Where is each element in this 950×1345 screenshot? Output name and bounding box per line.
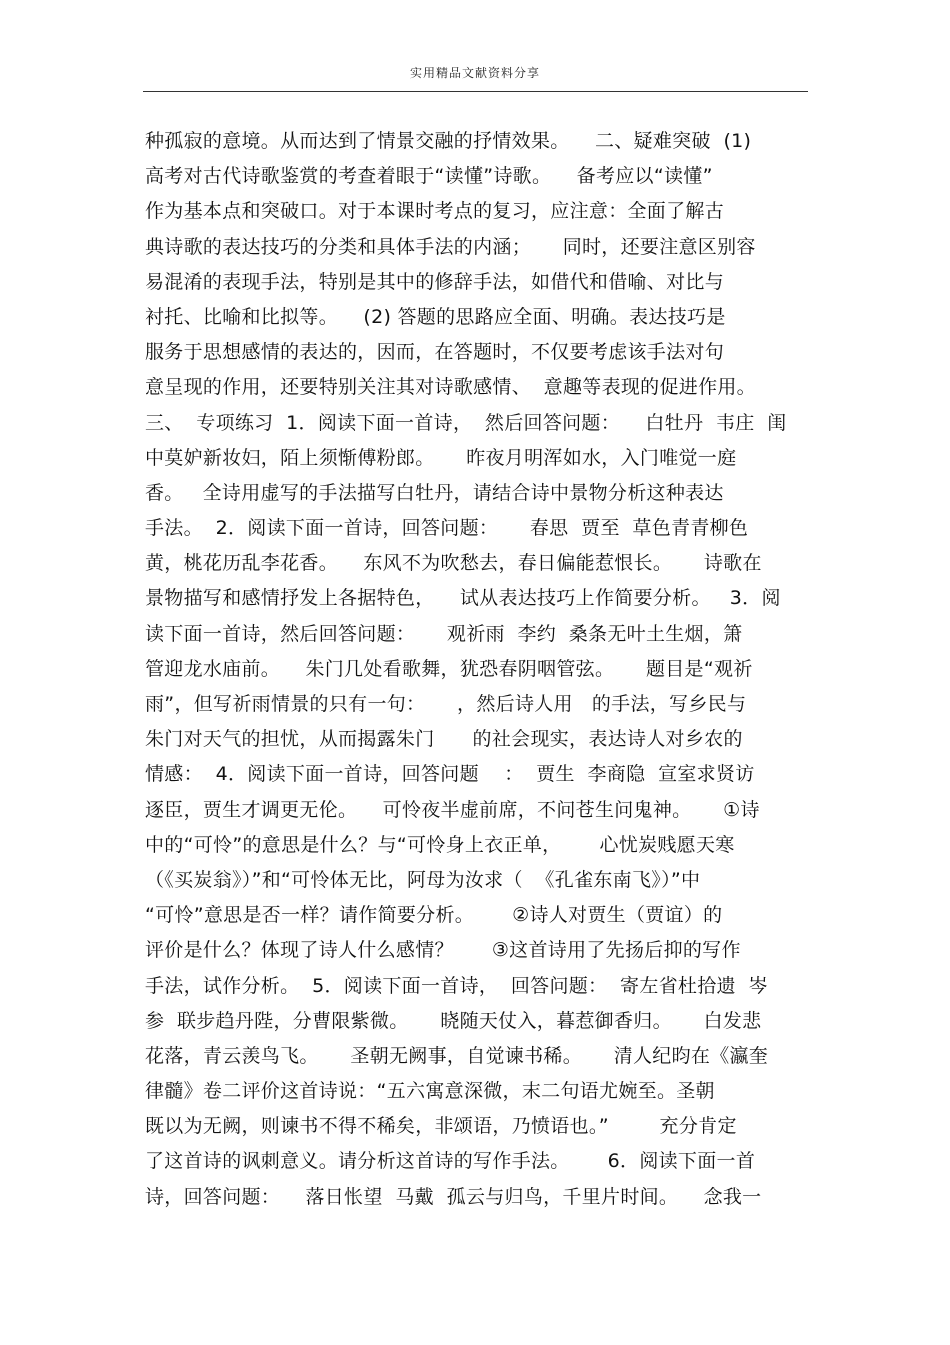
text-line: （《买炭翁》）”和“可怜体无比，阿母为汝求（ 《孔雀东南飞》）”中 bbox=[145, 868, 701, 891]
text-line: 手法，试作分析。 5．阅读下面一首诗， 回答问题： 寄左省杜拾遗 岑 bbox=[145, 974, 768, 997]
text-line: 参 联步趋丹陛，分曹限紫微。 晓随天仗入，暮惹御香归。 白发悲 bbox=[145, 1009, 762, 1032]
text-line: 三、 专项练习 1．阅读下面一首诗， 然后回答问题： 白牡丹 韦庄 闺 bbox=[145, 411, 787, 434]
text-line: 朱门对天气的担忧，从而揭露朱门 的社会现实，表达诗人对乡农的 bbox=[145, 728, 743, 751]
text-line: 衬托、比喻和比拟等。 (2) 答题的思路应全面、明确。表达技巧是 bbox=[145, 305, 726, 328]
text-line: 律髓》卷二评价这首诗说：“五六寓意深微，末二句语尤婉至。圣朝 bbox=[145, 1080, 715, 1103]
text-line: 服务于思想感情的表达的，因而，在答题时，不仅要考虑该手法对句 bbox=[145, 341, 725, 364]
text-line: 雨”，但写祈雨情景的只有一句： ，然后诗人用 的手法，写乡民与 bbox=[145, 693, 747, 715]
text-line: 中的“可怜”的意思是什么？与“可怜身上衣正单， 心忧炭贱愿天寒 bbox=[145, 833, 735, 856]
text-line: 黄，桃花历乱李花香。 东风不为吹愁去，春日偏能惹恨长。 诗歌在 bbox=[145, 552, 762, 575]
text-line: 读下面一首诗，然后回答问题： 观祈雨 李约 桑条无叶土生烟，箫 bbox=[145, 622, 743, 645]
text-line: 意呈现的作用，还要特别关注其对诗歌感情、 意趣等表现的促进作用。 bbox=[145, 376, 756, 399]
text-line: “可怜”意思是否一样？请作简要分析。 ②诗人对贾生（贾谊）的 bbox=[145, 904, 723, 927]
text-line: 易混淆的表现手法，特别是其中的修辞手法，如借代和借喻、对比与 bbox=[145, 270, 725, 293]
text-line: 了这首诗的讽刺意义。请分析这首诗的写作手法。 6．阅读下面一首 bbox=[145, 1150, 756, 1173]
document-body bbox=[145, 124, 815, 1215]
text-line: 逐臣，贾生才调更无伦。 可怜夜半虚前席，不问苍生问鬼神。 ①诗 bbox=[145, 798, 760, 821]
text-line: 管迎龙水庙前。 朱门几处看歌舞，犹恐春阴咽管弦。 题目是“观祈 bbox=[145, 657, 753, 680]
text-line: 诗，回答问题： 落日怅望 马戴 孤云与归鸟，千里片时间。 念我一 bbox=[145, 1185, 762, 1208]
text-line: 手法。 2．阅读下面一首诗，回答问题： 春思 贾至 草色青青柳色 bbox=[145, 517, 749, 540]
text-line: 既以为无阙，则谏书不得不稀矣，非颂语，乃愤语也。” 充分肯定 bbox=[145, 1115, 737, 1138]
text-line: 景物描写和感情抒发上各据特色， 试从表达技巧上作简要分析。 3．阅 bbox=[145, 587, 781, 610]
text-line: 种孤寂的意境。从而达到了情景交融的抒情效果。 二、疑难突破 (1) bbox=[145, 130, 752, 152]
text-line: 花落，青云羡鸟飞。 圣朝无阙事，自觉谏书稀。 清人纪昀在《瀛奎 bbox=[145, 1044, 769, 1067]
text-line: 中莫妒新妆妇，陌上须惭傅粉郎。 昨夜月明浑如水，入门唯觉一庭 bbox=[145, 446, 737, 469]
text-line: 作为基本点和突破口。对于本课时考点的复习，应注意：全面了解古 bbox=[145, 200, 725, 223]
text-line: 评价是什么？体现了诗人什么感情？ ③这首诗用了先扬后抑的写作 bbox=[145, 939, 741, 962]
header-rule bbox=[143, 91, 808, 92]
text-line: 典诗歌的表达技巧的分类和具体手法的内涵； 同时，还要注意区别容 bbox=[145, 235, 756, 258]
text-line: 情感： 4．阅读下面一首诗，回答问题 ： 贾生 李商隐 宣室求贤访 bbox=[145, 763, 755, 786]
text-line: 高考对古代诗歌鉴赏的考查着眼于“读懂”诗歌。 备考应以“读懂” bbox=[145, 165, 713, 188]
page-header: 实用精品文献资料分享 bbox=[409, 66, 540, 80]
text-line: 香。 全诗用虚写的手法描写白牡丹，请结合诗中景物分析这种表达 bbox=[145, 481, 724, 504]
